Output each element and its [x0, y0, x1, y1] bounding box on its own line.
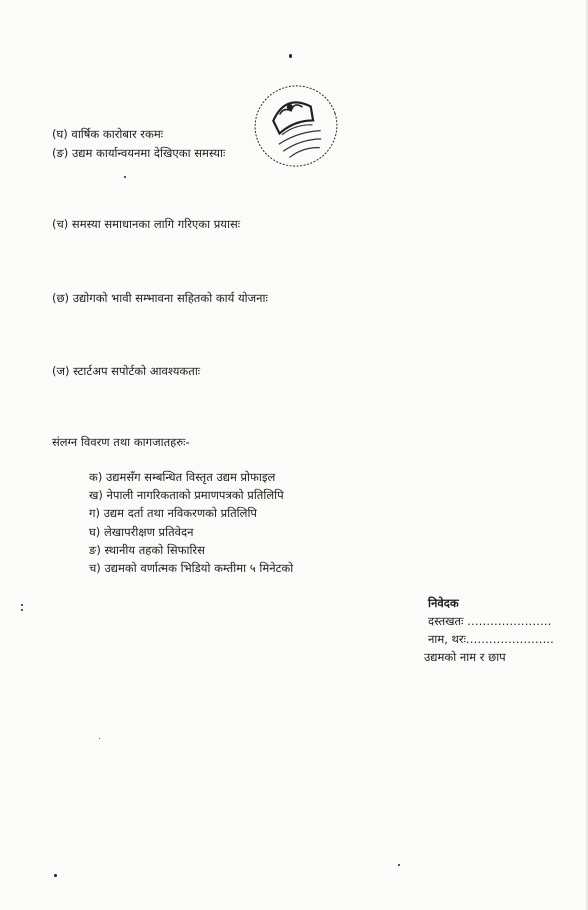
scan-speck	[21, 604, 23, 606]
attachments-heading: संलग्न विवरण तथा कागजातहरुः-	[52, 435, 190, 449]
enterprise-stamp-line: उद्यमको नाम र छाप	[424, 650, 506, 664]
attachment-item: ग) उद्यम दर्ता तथा नविकरणको प्रतिलिपि	[89, 506, 257, 520]
field-annual-turnover: (घ) वार्षिक कारोबार रकमः	[52, 127, 164, 141]
scan-speck	[124, 176, 126, 178]
applicant-title: निवेदक	[428, 596, 459, 610]
attachment-item: च) उद्यमको वर्णात्मक भिडियो कम्तीमा ५ मिनेटको	[89, 561, 294, 575]
scan-speck	[99, 738, 100, 739]
field-future-plan: (छ) उद्योगको भावी सम्भावना सहितको कार्य योजनाः	[52, 291, 268, 305]
field-startup-support: (ज) स्टार्टअप सपोर्टको आवश्यकताः	[52, 364, 201, 378]
scan-speck	[54, 874, 57, 877]
name-line: नाम, थरः…………………..	[428, 632, 554, 646]
scan-speck	[398, 864, 400, 866]
scan-speck	[21, 609, 23, 611]
attachment-item: ङ) स्थानीय तहको सिफारिस	[89, 543, 205, 557]
field-problem-solving: (च) समस्या समाधानका लागि गरिएका प्रयासः	[52, 217, 241, 231]
government-seal-icon	[250, 80, 342, 172]
attachment-item: ख) नेपाली नागरिकताको प्रमाणपत्रको प्रतिलिपि	[89, 488, 284, 502]
signature-line: दस्तखतः ………………….	[428, 614, 552, 628]
attachment-item: क) उद्यमसँग सम्बन्धित विस्तृत उद्यम प्रोफाइल	[89, 470, 276, 484]
attachment-item: घ) लेखापरीक्षण प्रतिवेदन	[89, 525, 194, 539]
field-implementation-problems: (ङ) उद्यम कार्यान्वयनमा देखिएका समस्याः	[52, 146, 226, 160]
scan-speck	[289, 54, 292, 58]
